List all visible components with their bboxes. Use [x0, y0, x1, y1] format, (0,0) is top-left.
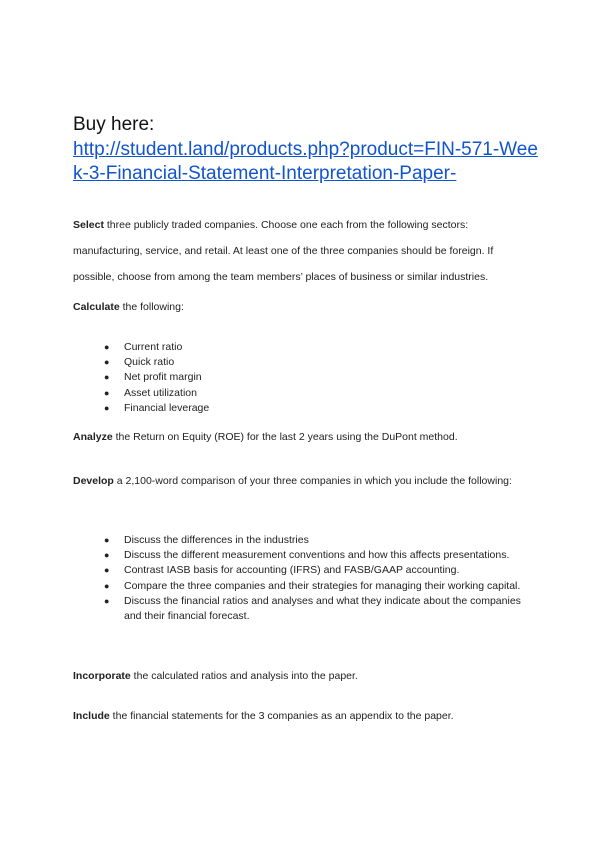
develop-text: a 2,100-word comparison of your three companies in which you include the following:	[113, 475, 512, 487]
bullet-icon: ●	[104, 387, 110, 398]
list-item-text: Discuss the different measurement conventions and how this affects presentations.	[124, 549, 510, 562]
bullet-icon: ●	[104, 357, 110, 368]
buy-here-heading: Buy here:	[73, 114, 155, 135]
develop-list	[104, 533, 524, 624]
list-item	[104, 386, 524, 401]
analyze-text: the Return on Equity (ROE) for the last 2 years using the DuPont method.	[112, 431, 458, 443]
list-item	[104, 548, 524, 563]
develop-lead: Develop	[73, 475, 114, 487]
bullet-icon: ●	[104, 595, 110, 606]
calculate-lead: Calculate	[73, 301, 120, 313]
calculate-paragraph	[73, 300, 533, 314]
select-paragraph	[73, 212, 533, 290]
list-item-text: Net profit margin	[124, 371, 202, 384]
list-item-text: Discuss the financial ratios and analyses and what they indicate about the companies and their financial forecast.	[124, 594, 521, 623]
include-paragraph	[73, 709, 533, 723]
list-item-text: Compare the three companies and their strategies for managing their working capital.	[124, 579, 521, 592]
bullet-icon: ●	[104, 402, 110, 413]
calculate-list	[104, 340, 524, 416]
product-link[interactable]: http://student.land/products.php?product=FIN-571-Week-3-Financial-Statement-Interpretation-Paper-	[73, 139, 538, 184]
list-item-text: Current ratio	[124, 341, 183, 353]
list-item	[104, 401, 524, 416]
list-item-text: Quick ratio	[124, 356, 175, 369]
include-text: the financial statements for the 3 companies as an appendix to the paper.	[109, 710, 454, 722]
list-item	[104, 533, 524, 548]
incorporate-paragraph	[73, 669, 533, 683]
develop-paragraph	[73, 468, 533, 494]
incorporate-text: the calculated ratios and analysis into the paper.	[130, 670, 358, 682]
list-item	[104, 340, 524, 355]
list-item-text: Asset utilization	[124, 386, 197, 399]
select-text: three publicly traded companies. Choose one each from the following sectors: manufacturing, service, and retail. At least one of the three companies should be foreign. If possible, choose from among the team members’ places of business or similar industries.	[73, 219, 494, 283]
select-lead: Select	[73, 219, 104, 231]
incorporate-lead: Incorporate	[73, 670, 131, 682]
bullet-icon: ●	[104, 535, 110, 545]
bullet-icon: ●	[104, 565, 110, 576]
list-item	[104, 355, 524, 370]
analyze-lead: Analyze	[73, 431, 113, 443]
bullet-icon: ●	[104, 550, 110, 561]
analyze-paragraph	[73, 430, 533, 444]
list-item	[104, 594, 524, 624]
bullet-icon: ●	[104, 342, 110, 352]
list-item	[104, 563, 524, 578]
include-lead: Include	[73, 710, 110, 722]
list-item	[104, 579, 524, 594]
list-item	[104, 370, 524, 385]
list-item-text: Discuss the differences in the industries	[124, 534, 309, 546]
list-item-text: Financial leverage	[124, 401, 210, 414]
bullet-icon: ●	[104, 580, 110, 591]
bullet-icon: ●	[104, 372, 110, 383]
list-item-text: Contrast IASB basis for accounting (IFRS) and FASB/GAAP accounting.	[124, 564, 460, 577]
calculate-text: the following:	[119, 301, 184, 313]
